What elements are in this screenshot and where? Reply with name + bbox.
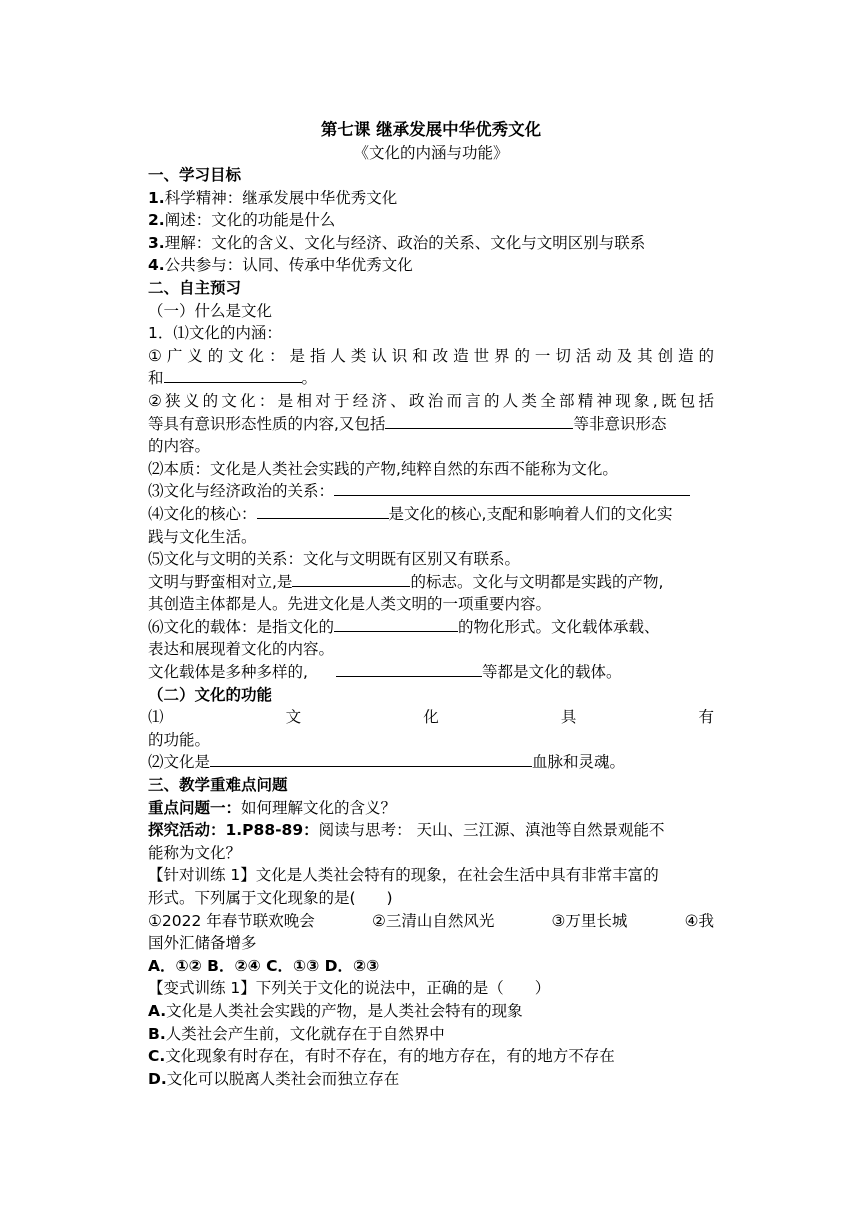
goal-item: 2.阐述：文化的功能是什么 [148,211,336,230]
question-text: 文明与野蛮相对立,是 的标志。文化与文明都是实践的产物, [148,572,664,591]
subsection-what-is-culture: （一）什么是文化 [148,301,273,320]
answer-blank[interactable] [334,481,690,496]
exercise-option: D.文化可以脱离人类社会而独立存在 [148,1069,400,1088]
answer-blank[interactable] [292,572,410,587]
goal-item: 4.公共参与：认同、传承中华优秀文化 [148,256,413,275]
question-text: 的内容。 [148,437,211,456]
question-text: ②狭义的文化：是相对于经济、政治而言的人类全部精神现象,既包括 [148,391,714,410]
answer-blank[interactable] [336,662,482,677]
question-text: 表达和展现着文化的内容。 [148,640,335,659]
answer-blank[interactable] [334,617,458,632]
question-text: 的功能。 [148,730,211,749]
question-text: ⑶文化与经济政治的关系： [148,480,714,503]
key-question: 重点问题一：如何理解文化的含义？ [148,798,397,817]
answer-blank[interactable] [164,368,302,383]
answer-blank[interactable] [257,504,389,519]
section-heading-goals: 一、学习目标 [148,166,242,184]
question-text: 其创造主体都是人。先进文化是人类文明的一项重要内容。 [148,595,552,614]
answer-blank[interactable] [385,414,573,429]
lesson-title: 第七课 继承发展中华优秀文化 [320,120,542,139]
lesson-subtitle: 《文化的内涵与功能》 [353,144,509,162]
section-heading-key-points: 三、教学重难点问题 [148,776,288,795]
activity-text: 能称为文化？ [148,843,242,862]
question-text: ⑸文化与文明的关系：文化与文明既有区别又有联系。 [148,550,521,569]
question-text: ⑷文化的核心： 是文化的核心,支配和影响着人们的文化实 [148,504,673,523]
goal-item: 1.科学精神：继承发展中华优秀文化 [148,188,398,207]
document-page [148,118,714,1090]
exercise-option: A.文化是人类社会实践的产物，是人类社会特有的现象 [148,1001,523,1020]
section-heading-preview: 二、自主预习 [148,278,242,297]
question-text: 践与文化生活。 [148,527,257,546]
question-text: ⑴ 文 化 具 有 [148,708,714,727]
exercise-choices: A．①② B．②④ C．①③ D．②③ [148,956,380,975]
question-text: 和 。 [148,369,318,388]
exercise-option: B.人类社会产生前，文化就存在于自然界中 [148,1024,445,1043]
exercise-stem: 【针对训练 1】文化是人类社会特有的现象，在社会生活中具有非常丰富的 [148,866,659,885]
question-text: ①广义的文化：是指人类认识和改造世界的一切活动及其创造的 [148,346,714,365]
question-text: ⑵本质：文化是人类社会实践的产物,纯粹自然的东西不能称为文化。 [148,459,618,478]
exercise-stem: 【变式训练 1】下列关于文化的说法中，正确的是（ ） [148,979,551,998]
question-intro: 1．⑴文化的内涵： [148,324,282,343]
subsection-culture-functions: （二）文化的功能 [148,685,273,704]
exercise-options: ①2022 年春节联欢晚会 ②三清山自然风光 ③万里长城 ④我 [148,911,714,930]
exercise-stem: 形式。下列属于文化现象的是( ) [148,889,393,907]
question-text: ⑹文化的载体：是指文化的 的物化形式。文化载体承载、 [148,617,660,636]
activity-text: 探究活动：1.P88-89：阅读与思考： 天山、三江源、滇池等自然景观能不 [148,821,665,840]
question-text: 等具有意识形态性质的内容,又包括 等非意识形态 [148,414,667,433]
exercise-options: 国外汇储备增多 [148,934,257,953]
exercise-option: C.文化现象有时存在，有时不存在，有的地方存在，有的地方不存在 [148,1047,615,1066]
answer-blank[interactable] [210,752,532,767]
question-text: ⑵文化是 血脉和灵魂。 [148,753,626,772]
question-text: 文化载体是多种多样的, 等都是文化的载体。 [148,663,622,682]
goal-item: 3.理解：文化的含义、文化与经济、政治的关系、文化与文明区别与联系 [148,233,646,252]
